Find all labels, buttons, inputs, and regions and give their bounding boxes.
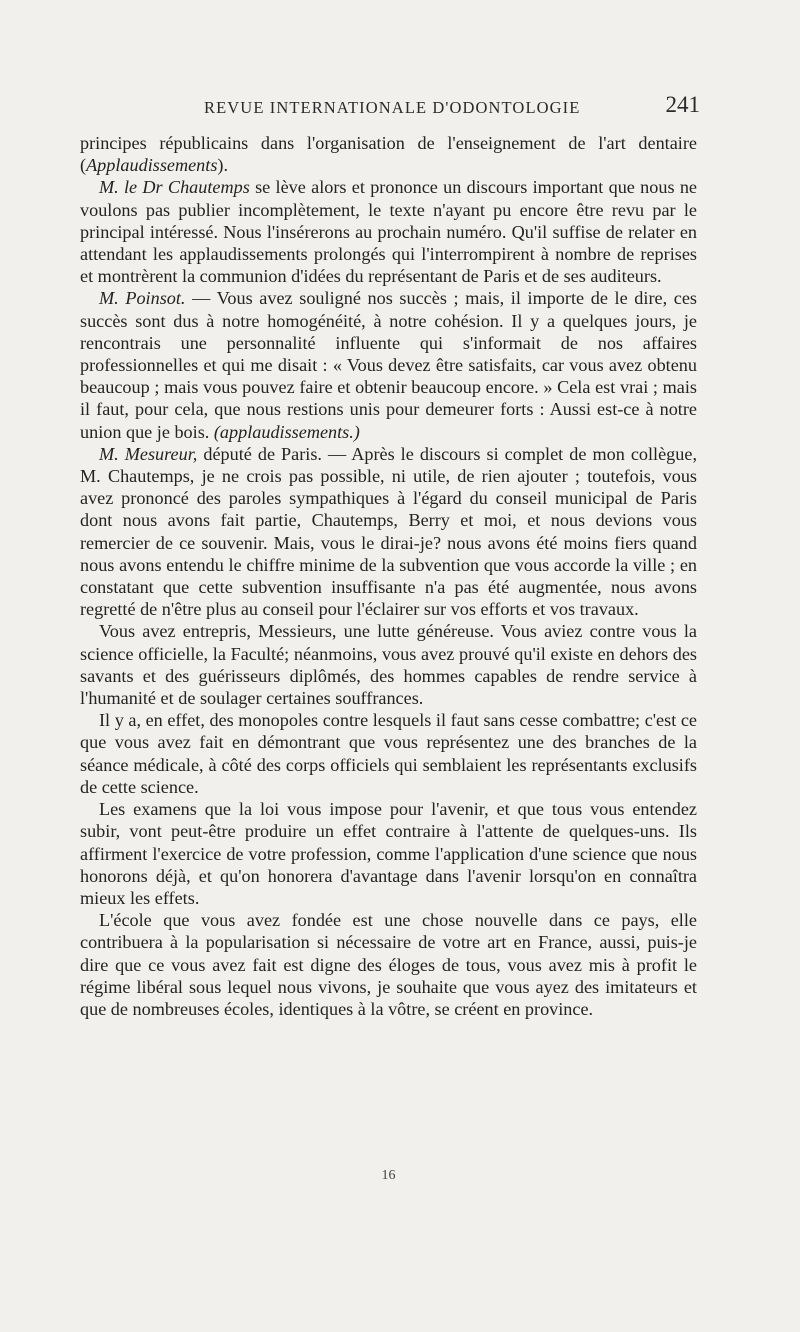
paragraph-text: Vous avez entrepris, Messieurs, une lutte généreuse. Vous aviez contre vous la science officielle, la Faculté; néanmoins, vous avez prouvé qu'il existe en dehors des savants et des guérisseurs diplômés, des hommes capables de rendre service à l'humanité et de soulager certaines souffrances.: [80, 621, 697, 709]
paragraph-text: Les examens que la loi vous impose pour l'avenir, et que tous vous entendez subir, vont peut-être produire un effet contraire à l'attente de quelques-uns. Ils affirment l'exercice de votre profession, comme l'application d'une science que nous honorons déjà, et qu'on honorera d'avantage dans l'avenir lorsqu'on en connaîtra mieux les effets.: [80, 799, 697, 908]
body-text: [80, 132, 697, 1020]
paragraph-text: — Vous avez souligné nos succès ; mais, il importe de le dire, ces succès sont dus à notre homogénéité, à notre cohésion. Il y a quelques jours, je rencontrais une personnalité influente qui s'informait de nos affaires professionnelles et qui me disait : « Vous devez être satisfaits, car vous avez obtenu beaucoup ; mais vous pouvez faire et obtenir beaucoup encore. » Cela est vrai ; mais il faut, pour cela, que nous restions unis pour demeurer forts : Aussi est-ce à notre union que je bois.: [80, 288, 697, 442]
italic-text: (applaudissements.): [213, 421, 360, 442]
paragraph: [80, 798, 697, 909]
paragraph-text: L'école que vous avez fondée est une chose nouvelle dans ce pays, elle contribuera à la popularisation si nécessaire de votre art en France, aussi, puis-je dire que ce vous avez fait est digne des éloges de tous, vous avez mis à profit le régime libéral sous lequel nous vivons, je souhaite que vous ayez des imitateurs et que de nombreuses écoles, identiques à la vôtre, se créent en province.: [80, 910, 697, 1019]
italic-text: Applaudissements: [86, 155, 218, 176]
paragraph: [80, 443, 697, 621]
paragraph: [80, 909, 697, 1020]
paragraph: [80, 132, 697, 176]
italic-text: M. le Dr Chautemps: [99, 177, 250, 198]
paragraph-text: ).: [217, 155, 229, 176]
paragraph-text: principes républicains dans l'organisation de l'enseignement de l'art dentaire (: [80, 133, 697, 176]
italic-text: M. Poinsot.: [99, 288, 186, 309]
paragraph-text: se lève alors et prononce un discours important que nous ne voulons pas publier incomplètement, le texte n'ayant pu encore être revu par le principal intéressé. Nous l'insérerons au prochain numéro. Qu'il suffise de relater en attendant les applaudissements prolongés qui l'interrompirent à nombre de reprises et montrèrent la communion d'idées du représentant de Paris et de ses auditeurs.: [80, 177, 697, 287]
paragraph-text: Il y a, en effet, des monopoles contre lesquels il faut sans cesse combattre; c'est ce que vous avez fait en démontrant que vous représentez une des branches de la séance médicale, à côté des corps officiels qui semblaient les représentants exclusifs de cette science.: [80, 710, 697, 797]
italic-text: M. Mesureur,: [99, 443, 198, 464]
signature-mark: 16: [381, 1168, 396, 1183]
paragraph: [80, 287, 697, 442]
paragraph: [80, 620, 697, 709]
journal-title: REVUE INTERNATIONALE D'ODONTOLOGIE: [204, 98, 581, 117]
paragraph: [80, 709, 697, 798]
paragraph: [80, 176, 697, 287]
paragraph-text: député de Paris. — Après le discours si complet de mon collègue, M. Chautemps, je ne crois pas possible, ni utile, de rien ajouter ; toutefois, vous avez prononcé des paroles sympathiques à l'égard du conseil municipal de Paris dont nous avons fait partie, Chautemps, Berry et moi, et nous devions vous remercier de ce souvenir. Mais, vous le dirai-je? nous avons été moins fiers quand nous avons entendu le chiffre minime de la subvention que vous accorde la ville ; en constatant que cette subvention insuffisante n'a pas été augmentée, nous avons regretté de n'être plus au conseil pour l'éclairer sur vos efforts et vos travaux.: [80, 443, 697, 620]
running-header: [80, 92, 700, 122]
page-number: 241: [665, 92, 700, 117]
